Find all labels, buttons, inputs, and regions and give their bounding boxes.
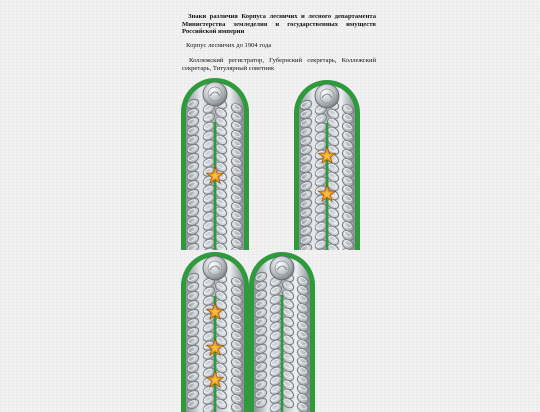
center-stripe [281, 295, 284, 412]
document-heading: Знаки различия Корпуса лесничих и лесного департамента Министерства земледелия и государственных имуществ Российской империи [182, 13, 376, 36]
collegiate-registrar-strap [181, 78, 249, 250]
button-icon [315, 84, 339, 108]
strap-graphic [249, 252, 315, 412]
provincial-secretary-strap [294, 80, 360, 250]
button-icon [203, 256, 227, 280]
center-stripe [214, 122, 217, 250]
button-icon [270, 256, 294, 280]
ranks-caption: Коллежский регистратор, Губернский секретарь, Коллежский секретарь, Титулярный советник [182, 57, 376, 72]
strap-graphic [181, 78, 249, 250]
button-icon [203, 82, 227, 106]
document-subheading: Корпус лесничих до 1904 года [186, 42, 272, 49]
collegiate-secretary-strap [181, 252, 249, 412]
strap-graphic [181, 252, 249, 412]
strap-graphic [294, 80, 360, 250]
titular-councillor-strap [249, 252, 315, 412]
